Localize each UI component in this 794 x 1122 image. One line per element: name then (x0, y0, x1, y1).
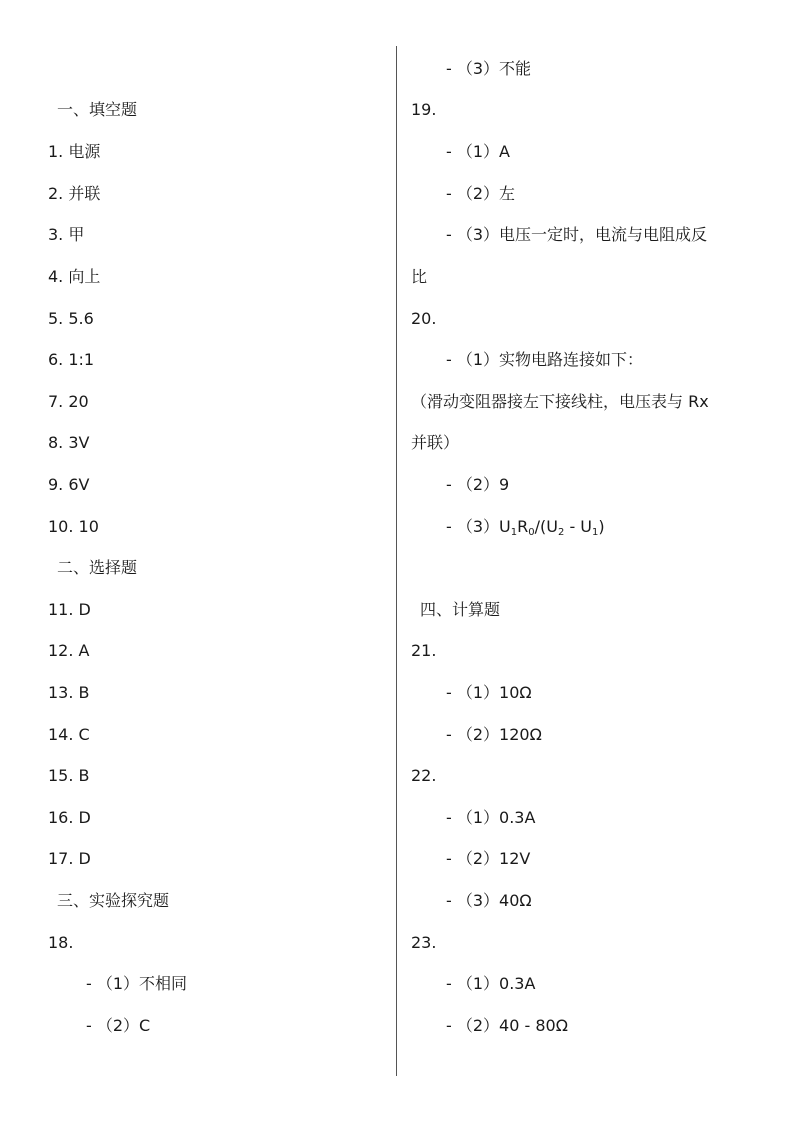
question-number: 20. (411, 309, 437, 328)
sub-answer: - （2）120Ω (446, 725, 542, 744)
column-divider (396, 46, 397, 1076)
formula-prefix: - （3） (446, 517, 500, 536)
answer-item: 6. 1:1 (48, 350, 95, 369)
question-number: 21. (411, 641, 437, 660)
sub-answer: - （1）0.3A (446, 974, 536, 993)
answer-item: 1. 电源 (48, 142, 101, 161)
question-number: 23. (411, 933, 437, 952)
sub-answer: - （1）10Ω (446, 683, 532, 702)
answer-item: 12. A (48, 641, 90, 660)
sub-answer: - （2）40 - 80Ω (446, 1016, 568, 1035)
question-number: 18. (48, 933, 74, 952)
sub-answer: - （3）40Ω (446, 891, 532, 910)
answer-item: 4. 向上 (48, 267, 101, 286)
formula-sub: 1 (592, 527, 599, 538)
sub-answer: - （2）左 (446, 184, 516, 203)
sub-answer: - （2）C (86, 1016, 151, 1035)
answer-item: 14. C (48, 725, 90, 744)
sub-answer: - （1）实物电路连接如下： (446, 350, 644, 369)
answer-item: 9. 6V (48, 475, 90, 494)
sub-answer: - （1）A (446, 142, 510, 161)
formula-sub: 0 (528, 527, 535, 538)
section-calculation-heading: 四、计算题 (420, 600, 501, 619)
answer-item: 3. 甲 (48, 225, 85, 244)
formula-end: ) (598, 517, 605, 536)
note-text-continuation: 并联） (411, 433, 460, 452)
answer-item: 8. 3V (48, 433, 90, 452)
formula-minus: - U (564, 517, 593, 536)
sub-answer: - （3）不能 (446, 59, 532, 78)
formula-sub: 1 (510, 527, 518, 538)
answer-item: 16. D (48, 808, 91, 827)
right-column (398, 0, 794, 1122)
answer-item: 13. B (48, 683, 90, 702)
answer-item: 10. 10 (48, 517, 99, 536)
sub-answer: - （3）电压一定时，电流与电阻成反 (446, 225, 708, 244)
formula-sub: 2 (557, 527, 565, 538)
section-multiple-choice-heading: 二、选择题 (57, 558, 138, 577)
left-column (0, 0, 396, 1122)
formula-u1: U (499, 517, 511, 536)
section-experiment-heading: 三、实验探究题 (57, 891, 170, 910)
note-text: （滑动变阻器接左下接线柱，电压表与 Rx (411, 392, 709, 411)
sub-answer: - （2）9 (446, 475, 510, 494)
answer-item: 17. D (48, 849, 91, 868)
answer-item: 11. D (48, 600, 91, 619)
question-number: 19. (411, 100, 437, 119)
section-fill-in-blank-heading: 一、填空题 (57, 100, 138, 119)
formula-r0: R (517, 517, 529, 536)
answer-item: 7. 20 (48, 392, 89, 411)
answer-item: 15. B (48, 766, 90, 785)
sub-answer: - （2）12V (446, 849, 531, 868)
answer-item: 5. 5.6 (48, 309, 94, 328)
sub-answer-formula (446, 517, 605, 537)
formula-mid: /(U (534, 517, 558, 536)
sub-answer: - （1）0.3A (446, 808, 536, 827)
question-number: 22. (411, 766, 437, 785)
sub-answer-continuation: 比 (411, 267, 428, 286)
answer-item: 2. 并联 (48, 184, 101, 203)
sub-answer: - （1）不相同 (86, 974, 188, 993)
